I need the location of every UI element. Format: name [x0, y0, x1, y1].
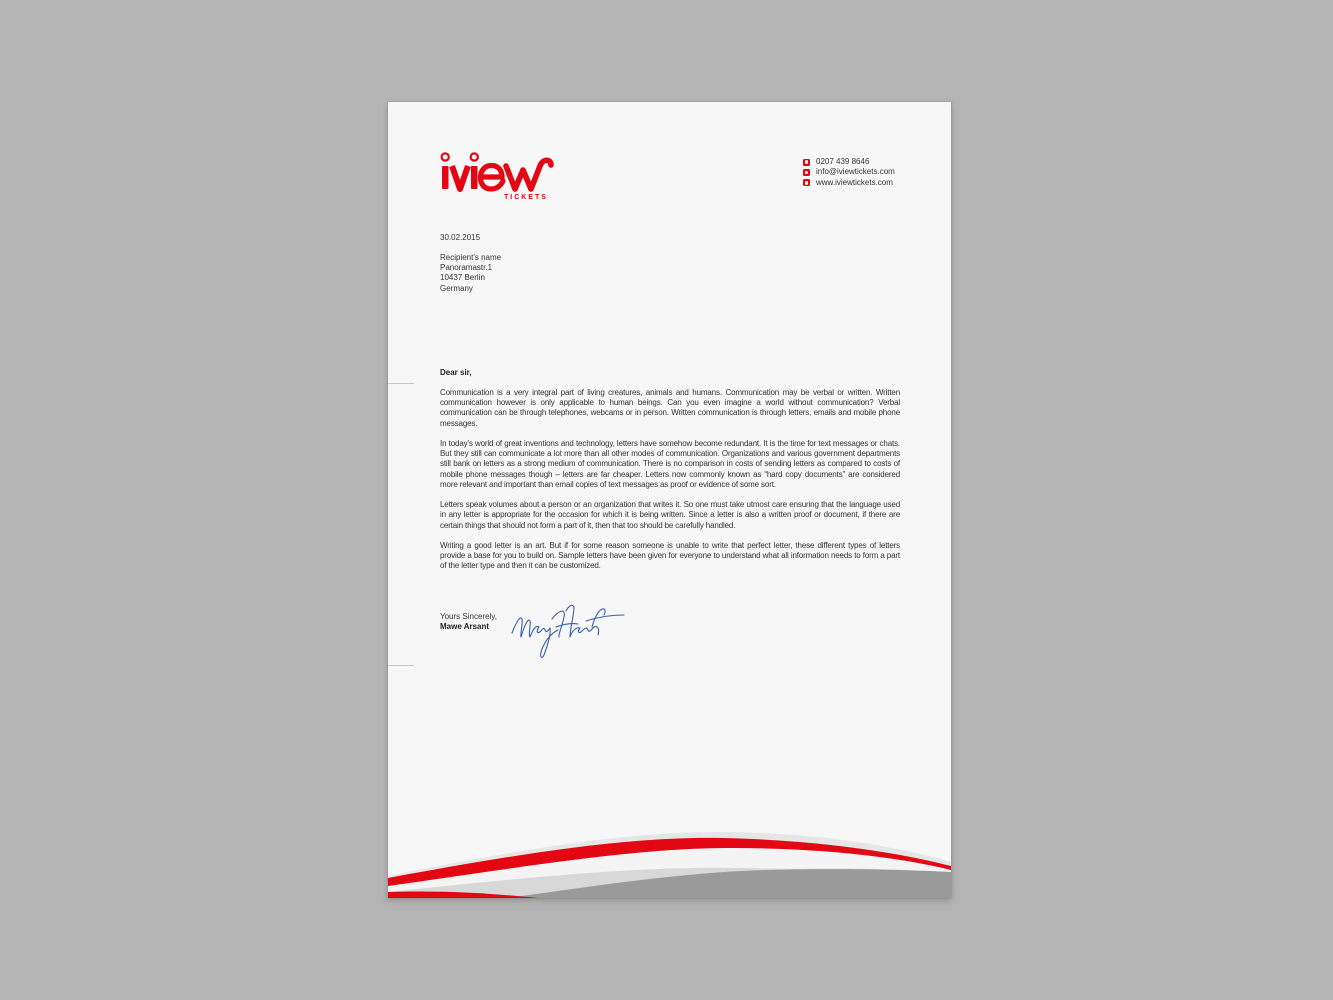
body-paragraph-2: In today's world of great inventions and technology, letters have somehow become redundant. It is the time for text messages or chats. But they still can communicate a lot more than all other modes of communication. Organizations and various government departments still bank on letters as a strong medium of communication. There is no comparison in costs of sending letters as compared to costs of mobile phone messages though – letters are far cheaper. Letters now commonly known as “hard copy documents” are considered more relevant and important than email copies of text messages as proof or evidence of some sort. [440, 439, 900, 489]
body-paragraph-1: Communication is a very integral part of living creatures, animals and humans. Communication may be verbal or written. Written communication however is only applicable to human beings. Can you even imagine a world without communication? Verbal communication can be through telephones, webcams or in person. Written communication is through letters, emails and mobile phone messages. [440, 388, 900, 428]
recipient-street: Panoramastr.1 [440, 263, 493, 273]
contact-phone [803, 157, 943, 167]
web-icon [803, 179, 810, 186]
phone-number: 0207 439 8646 [816, 157, 870, 167]
recipient-country: Germany [440, 283, 473, 293]
handwritten-signature [506, 597, 630, 663]
phone-icon [803, 159, 810, 166]
signer-name: Mawe Arsant [440, 622, 490, 632]
footer-wave [388, 832, 951, 898]
email-address: info@iviewtickets.com [816, 167, 895, 177]
body-paragraph-3: Letters speak volumes about a person or an organization that writes it. So one must take utmost care ensuring that the language used in any letter is appropriate for the occasion for which it is being written. Since a letter is also a written proof or document, if there are certain things that should not form a part of it, then that too should be carefully handled. [440, 500, 900, 530]
closing-phrase: Yours Sincerely, [440, 612, 497, 621]
letterhead-page [388, 102, 951, 898]
letter-date: 30.02.2015 [440, 233, 481, 242]
letter-body [440, 388, 900, 582]
recipient-city: 10437 Berlin [440, 273, 485, 283]
company-logo [440, 148, 576, 200]
letter-closing [440, 612, 497, 632]
recipient-address [440, 253, 501, 294]
recipient-name: Recipient's name [440, 253, 502, 262]
letter-greeting: Dear sir, [440, 368, 472, 377]
contact-info [803, 157, 943, 188]
logo-tagline: TICKETS [504, 194, 548, 200]
contact-email [803, 167, 943, 177]
website-address: www.iviewtickets.com [816, 177, 893, 187]
body-paragraph-4: Writing a good letter is an art. But if for some reason someone is unable to write that perfect letter, these different types of letters provide a base for you to build on. Sample letters have been given for everyone to understand what all information needs to form a part of the letter type and then it can be customized. [440, 541, 900, 571]
email-icon [803, 169, 810, 176]
fold-mark-top [388, 383, 414, 384]
contact-web [803, 178, 943, 188]
fold-mark-bottom [388, 665, 414, 666]
